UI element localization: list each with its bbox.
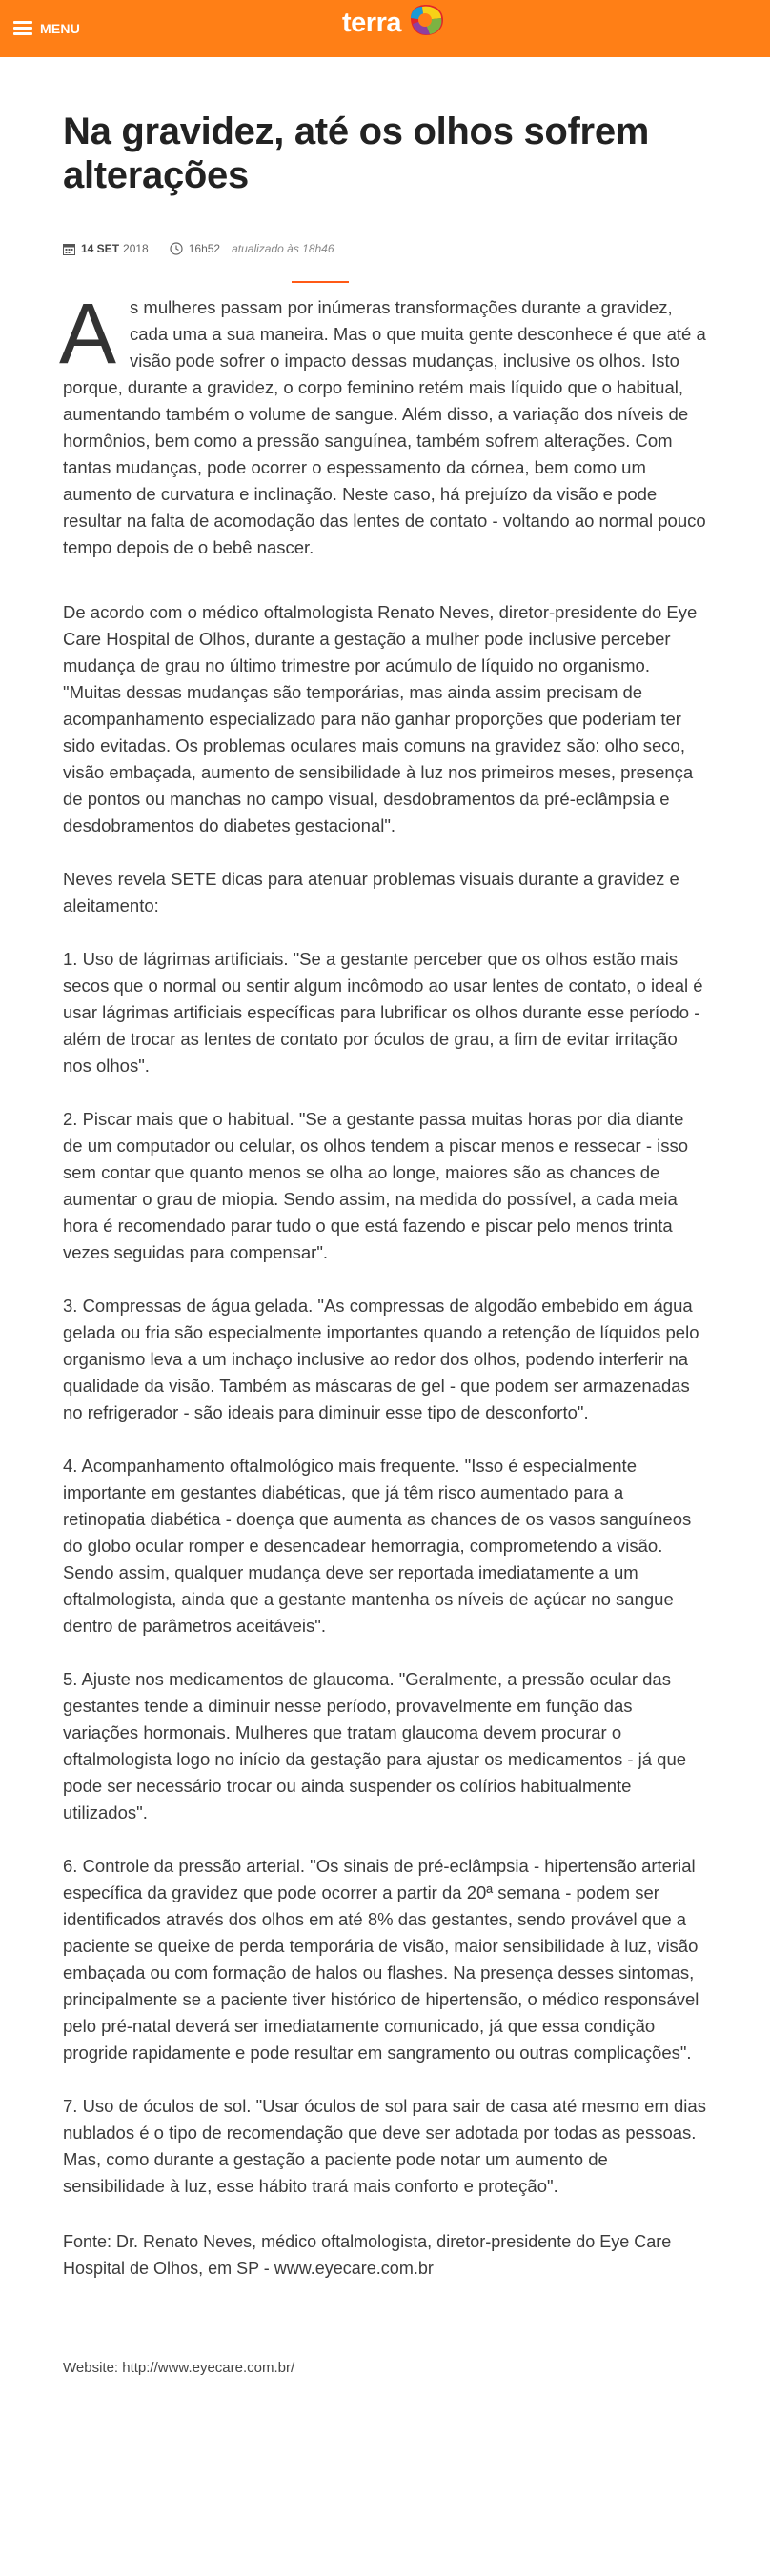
publish-date: 14 SET [81, 242, 120, 255]
menu-button[interactable] [13, 21, 80, 36]
website-link[interactable]: Website: http://www.eyecare.com.br/ [63, 2360, 295, 2376]
source-credit: Fonte: Dr. Renato Neves, médico oftalmologista, diretor-presidente do Eye Care Hospital de Olhos, em SP - www.eyecare.com.br [63, 2232, 672, 2278]
updated-time: atualizado às 18h46 [232, 242, 334, 255]
calendar-icon [63, 243, 75, 255]
publish-year: 2018 [123, 242, 149, 255]
article [0, 110, 770, 2376]
tip-paragraph: 7. Uso de óculos de sol. "Usar óculos de sol para sair de casa até mesmo em dias nublados é o tipo de recomendação que deve ser adotada por todas as pessoas. Mas, como durante a gestação a paciente pode notar um aumento de sensibilidade à luz, esse hábito trará mais conforto e proteção". [63, 2096, 706, 2196]
body-paragraph: De acordo com o médico oftalmologista Renato Neves, diretor-presidente do Eye Care Hospital de Olhos, durante a gestação a mulher pode inclusive perceber mudança de grau no último trimestre por acúmulo de líquido no organismo. "Muitas dessas mudanças são temporárias, mas ainda assim precisam de acompanhamento especializado para não ganhar proporções que poderiam ter sido evitadas. Os problemas oculares mais comuns na gravidez são: olho seco, visão embaçada, aumento de sensibilidade à luz nos primeiros meses, presença de pontos ou manchas no campo visual, desdobramentos da pré-eclâmpsia e desdobramentos do diabetes gestacional". [63, 602, 698, 835]
article-title: Na gravidez, até os olhos sofrem alterações [63, 111, 650, 196]
tip-paragraph: 2. Piscar mais que o habitual. "Se a gestante passa muitas horas por dia diante de um computador ou celular, os olhos tendem a piscar menos e ressecar - isso sem contar que quanto menos se olha ao longe, maiores são as chances de aumentar o grau de miopia. Sendo assim, na medida do possível, a cada meia hora é recomendado parar tudo o que está fazendo e piscar pelo menos trinta vezes seguidas para compensar". [63, 1109, 689, 1262]
accent-divider [292, 281, 349, 283]
top-bar [0, 0, 770, 57]
logo-text: terra [342, 8, 401, 38]
tip-paragraph: 4. Acompanhamento oftalmológico mais frequente. "Isso é especialmente importante em gestantes diabéticas, que já têm risco aumentado para a retinopatia diabética - doença que aumenta as chances de os vasos sanguíneos do globo ocular romper e desencadear hemorragia, comprometendo a visão. Sendo assim, qualquer mudança deve ser reportada imediatamente a um oftalmologista, ainda que a gestante mantenha os níveis de açúcar no sangue dentro de parâmetros aceitáveis". [63, 1456, 692, 1636]
tip-paragraph: 3. Compressas de água gelada. "As compressas de algodão embebido em água gelada ou fria são especialmente importantes quando a retenção de líquidos pelo organismo leva a um inchaço inclusive ao redor dos olhos, podendo interferir na qualidade da visão. Também as máscaras de gel - que podem ser armazenadas no refrigerador - são ideais para diminuir esse tipo de desconforto". [63, 1296, 699, 1422]
clock-icon [170, 242, 183, 255]
tip-paragraph: 5. Ajuste nos medicamentos de glaucoma. "Geralmente, a pressão ocular das gestantes tende a diminuir nesse período, provavelmente em função das variações hormonais. Mulheres que tratam glaucoma devem procurar o oftalmologista logo no início da gestação para ajustar os medicamentos - já que pode ser necessário trocar ou ainda suspender os colírios habitualmente utilizados". [63, 1669, 687, 1822]
publish-time: 16h52 [188, 242, 221, 255]
hamburger-icon [13, 21, 32, 36]
tip-paragraph: 6. Controle da pressão arterial. "Os sinais de pré-eclâmpsia - hipertensão arterial específica da gravidez que pode ocorrer a partir da 20ª semana - podem ser identificados através dos olhos em até 8% das gestantes, sendo provável que a paciente se queixe de perda temporária de visão, maior sensibilidade à luz, visão embaçada ou com formação de halos ou flashes. Na presença desses sintomas, principalmente se a paciente tiver histórico de hipertensão, o médico responsável pelo pré-natal deverá ser imediatamente comunicado, já que essa condição progride rapidamente e pode resultar em sangramento ou outras complicações". [63, 1856, 699, 2063]
terra-logo[interactable] [342, 8, 445, 39]
tip-paragraph: 1. Uso de lágrimas artificiais. "Se a gestante perceber que os olhos estão mais secos que o normal ou sentir algum incômodo ao usar lentes de contato, o ideal é usar lágrimas artificiais específicas para lubrificar os olhos durante esse período - além de trocar as lentes de contato por óculos de grau, a fim de evitar irritação nos olhos". [63, 949, 703, 1076]
article-meta [63, 242, 707, 255]
menu-label: MENU [40, 21, 81, 36]
logo-mark-icon [405, 3, 445, 37]
lead-paragraph [59, 287, 707, 561]
drop-cap: A [59, 287, 117, 382]
body-paragraph: Neves revela SETE dicas para atenuar problemas visuais durante a gravidez e aleitamento: [63, 869, 679, 916]
lead-text: s mulheres passam por inúmeras transformações durante a gravidez, cada uma a sua maneira. Mas o que muita gente desconhece é que até a visão pode sofrer o impacto dessas mudanças, inclusive os olhos. Isto porque, durante a gravidez, o corpo feminino retém mais líquido que o habitual, aumentando também o volume de sangue. Além disso, a variação dos níveis de hormônios, bem como a pressão sanguínea, também sofrem alterações. Com tantas mudanças, pode ocorrer o espessamento da córnea, bem como um aumento de curvatura e inclinação. Neste caso, há prejuízo da visão e pode resultar na falta de acomodação das lentes de contato - voltando ao normal pouco tempo depois de o bebê nascer. [63, 297, 706, 557]
